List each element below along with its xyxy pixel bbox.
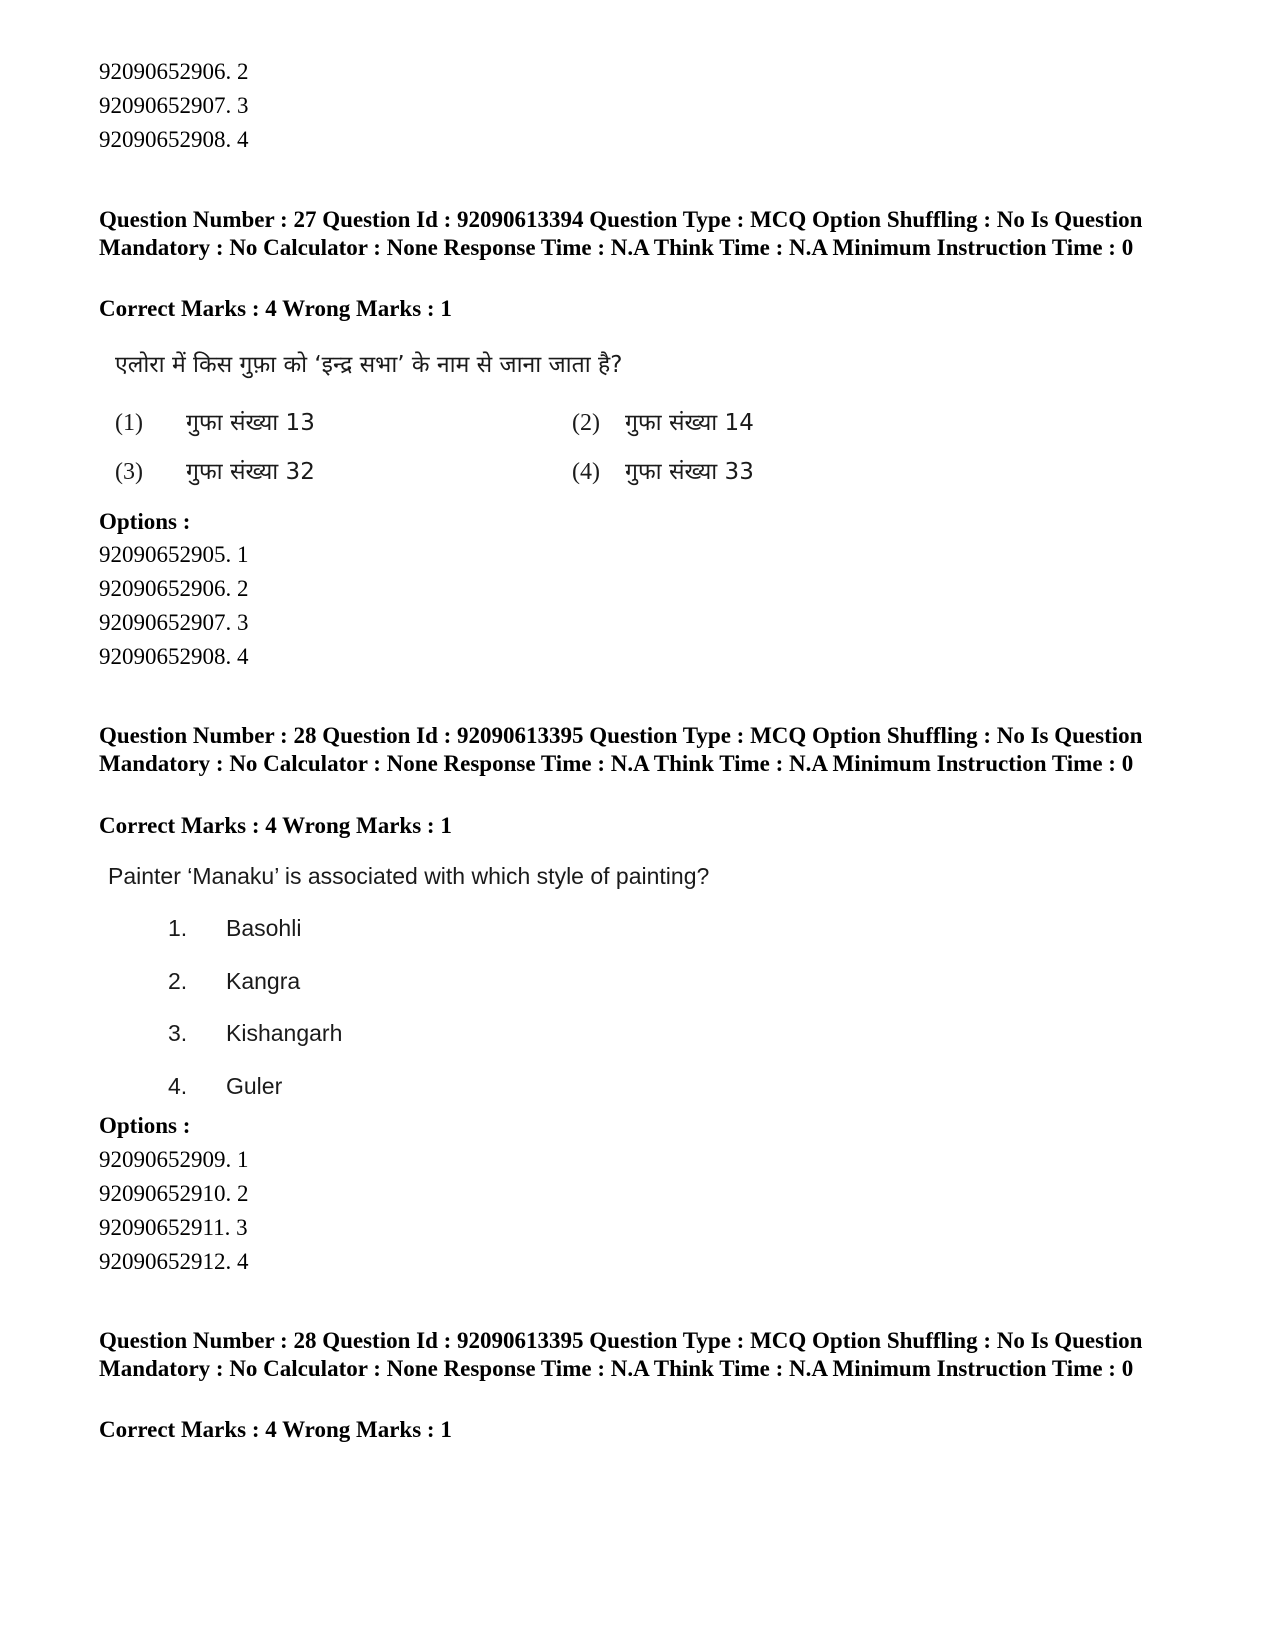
option-line: 92090652906. 2 [99,576,249,601]
option-line: 92090652905. 1 [99,542,249,567]
question-28b-meta: Question Number : 28 Question Id : 92090613395 Question Type : MCQ Option Shuffling : No Is Question Mandatory : No Calculator : None Response Time : N.A Think Time : N.A Minimum Instruction Time : 0 [99,1328,1143,1381]
choice-text: Guler [226,1073,283,1099]
option-line: 92090652908. 4 [99,644,249,669]
option-line: 92090652912. 4 [99,1249,249,1274]
choice-number: (1) [115,410,143,436]
question-28-text: Painter ‘Manaku’ is associated with which style of painting? [108,863,710,889]
choice-text: गुफा संख्या 14 [625,410,754,436]
choice-number: 4. [168,1073,188,1099]
option-line: 92090652911. 3 [99,1215,248,1240]
choice-text: Kangra [226,968,301,994]
choice-text: Basohli [226,915,302,941]
question-27-meta: Question Number : 27 Question Id : 92090613394 Question Type : MCQ Option Shuffling : No Is Question Mandatory : No Calculator : None Response Time : N.A Think Time : N.A Minimum Instruction Time : 0 [99,207,1143,260]
option-line: 92090652910. 2 [99,1181,249,1206]
choice-text: गुफा संख्या 33 [625,459,754,485]
choice-number: 1. [168,915,188,941]
question-27-marks: Correct Marks : 4 Wrong Marks : 1 [99,296,452,321]
choice-number: 3. [168,1020,188,1046]
question-27-text: एलोरा में किस गुफ़ा को ‘इन्द्र सभा’ के नाम से जाना जाता है? [115,352,623,378]
question-28-marks: Correct Marks : 4 Wrong Marks : 1 [99,813,452,838]
options-label: Options : [99,1113,191,1138]
choice-text: गुफा संख्या 32 [186,459,315,485]
option-line: 92090652909. 1 [99,1147,249,1172]
choice-number: (3) [115,459,143,485]
choice-number: (2) [572,410,600,436]
option-line: 92090652908. 4 [99,127,249,152]
choice-text: गुफा संख्या 13 [186,410,315,436]
options-label: Options : [99,509,191,534]
question-28-meta: Question Number : 28 Question Id : 92090613395 Question Type : MCQ Option Shuffling : No Is Question Mandatory : No Calculator : None Response Time : N.A Think Time : N.A Minimum Instruction Time : 0 [99,723,1143,776]
choice-number: (4) [572,459,600,485]
option-line: 92090652907. 3 [99,610,249,635]
option-line: 92090652906. 2 [99,59,249,84]
question-28b-marks: Correct Marks : 4 Wrong Marks : 1 [99,1417,452,1442]
choice-number: 2. [168,968,188,994]
choice-text: Kishangarh [226,1020,343,1046]
option-line: 92090652907. 3 [99,93,249,118]
